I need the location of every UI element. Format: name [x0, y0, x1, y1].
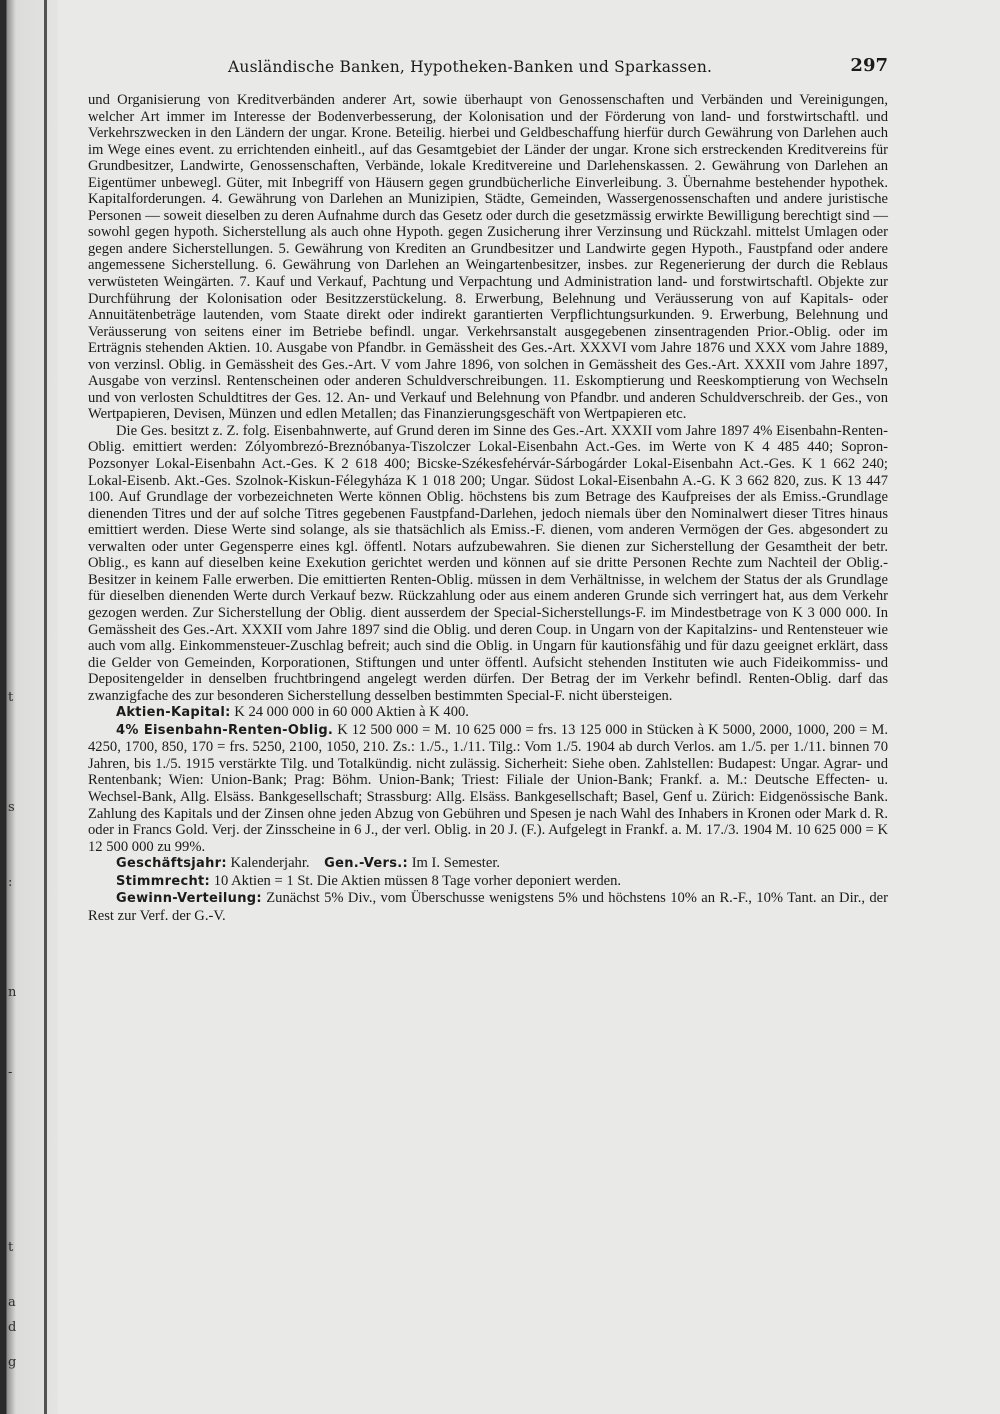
- field-text: Im I. Semester.: [411, 855, 501, 872]
- gutter-fragment: :: [8, 875, 13, 890]
- gutter-fragment: t: [8, 1240, 14, 1255]
- running-head: Ausländische Banken, Hypotheken-Banken und Sparkassen.: [228, 58, 713, 76]
- field-text: Zunächst 5% Div., vom Überschusse wenigstens 5% und höchstens 10% an R.-F., 10% Tant. an Dir., der Rest zur Verf. der G.-V.: [88, 890, 888, 924]
- binding-edge: [44, 0, 47, 1414]
- page-gutter: [0, 0, 58, 1414]
- gutter-fragment: s: [8, 800, 15, 815]
- field-text: K 12 500 000 = M. 10 625 000 = frs. 13 125 000 in Stücken à K 5000, 2000, 1000, 200 = M. 4250, 1700, 850, 170 = frs. 5250, 2100, 1050, 210. Zs.: 1./5., 1./11. Tilg.: Vom 1./5. 1904 ab durch Verlos. am 1./5. per 1./11. binnen 70 Jahren, bis 1./5. 1915 verstärkte Tilg. und Totalkündig. nicht zulässig. Sicherheit: Siehe oben. Zahlstellen: Budapest: Ungar. Agrar- und Rentenbank; Wien: Union-Bank; Prag: Böhm. Union-Bank; Triest: Filiale der Union-Bank; Frankf. a. M.: Deutsche Effecten- u. Wechsel-Bank, Allg. Elsäss. Bankgesellschaft; Strassburg: Allg. Elsäss. Bankgesellschaft; Basel, Genf u. Zürich: Eidgenössische Bank. Zahlung des Kapitals und der Zinsen ohne jeden Abzug von Gebühren und Spesen je nach Wahl des Inhabers in Kronen oder Mark d. R. oder in Francs Gold. Verj. der Zinsscheine in 6 J., der verl. Oblig. in 20 J. (F.). Aufgelegt in Frankf. a. M. 17./3. 1904 M. 10 625 000 = K 12 500 000 zu 99%.: [88, 721, 888, 855]
- field-label: Gen.-Vers.:: [324, 856, 409, 872]
- field-label: 4% Eisenbahn-Renten-Oblig.: [116, 722, 334, 738]
- field-geschaeftsjahr: [88, 855, 888, 873]
- gutter-fragment: a: [8, 1295, 16, 1310]
- body-paragraph: und Organisierung von Kreditverbänden anderer Art, sowie überhaupt von Genossenschaften und Verbänden und Vereinigungen, welcher Art immer im Interesse der Bodenverbesserung, der Kolonisation und der Förderung von land- und forstwirtschaftl. und Verkehrszwecken in den Ländern der ungar. Krone. Beteilig. hierbei und Geldbeschaffung hierfür durch Gewährung von Darlehen auch im Wege eines event. zu errichtenden einheitl., auf das Gesamtgebiet der Länder der ungar. Krone sich erstreckenden Kreditvereins für Grundbesitzer, Landwirte, Genossenschaften, Verbände, lokale Kreditvereine und Darlehenskassen. 2. Gewährung von Darlehen an Eigentümer unbewegl. Güter, mit Inbegriff von Häusern gegen grundbücherliche Einverleibung. 3. Übernahme bestehender hypothek. Kapitalforderungen. 4. Gewährung von Darlehen an Munizipien, Städte, Gemeinden, Wassergenossenschaften und andere juristische Personen — soweit dieselben zu deren Aufnahme durch das Gesetz oder durch die gesetzmässig erwirkte Bewilligung berechtigt sind — sowohl gegen hypoth. Sicherstellung als auch ohne Hypoth. gegen Zusicherung ihrer Verzinsung und Rückzahl. mittelst Umlagen oder gegen andere Sicherstellungen. 5. Gewährung von Krediten an Grundbesitzer und Landwirte gegen Hypoth., Faustpfand oder andere angemessene Sicherstellung. 6. Gewährung von Darlehen an Weingartenbesitzer, insbes. zur Regenerierung der durch die Reblaus verwüsteten Weingärten. 7. Kauf und Verkauf, Pachtung und Verpachtung und Administration land- und forstwirtschaftl. Objekte zur Durchführung der Kolonisation oder Besitzzerstückelung. 8. Erwerbung, Belehnung und Veräusserung von auf Kapitals- oder Annuitätenbeträge lautenden, vom Staate direkt oder indirekt garantierten Verpflichtungsurkunden. 9. Erwerbung, Belehnung und Veräusserung von seitens einer im Betriebe befindl. ungar. Verkehrsanstalt ausgegebenen zinsentragenden Prior.-Oblig. oder im Erträgnis stehenden Aktien. 10. Ausgabe von Pfandbr. in Gemässheit des Ges.-Art. XXXVI vom Jahre 1876 und XXX vom Jahre 1889, von verzinsl. Oblig. in Gemässheit des Ges.-Art. V vom Jahre 1896, von solchen in Gemässheit des Ges.-Art. XXXII vom Jahre 1897, Ausgabe von verzinsl. Rentenscheinen oder anderen Schuldverschreibungen. 11. Eskomptierung und Reeskomptierung von Wechseln und von verlosten Schuldtitres der Ges. 12. An- und Verkauf und Belehnung von Pfandbr. und anderen Schuldverschreib. der Ges., von Wertpapieren, Devisen, Münzen und edlen Metallen; das Finanzierungsgeschäft von Wertpapieren etc.: [88, 92, 888, 423]
- field-aktien-kapital: [88, 704, 888, 722]
- gutter-fragment: d: [8, 1320, 17, 1335]
- field-label: Geschäftsjahr:: [116, 856, 227, 872]
- gutter-fragment: -: [8, 1065, 13, 1080]
- gutter-fragment: g: [8, 1355, 17, 1370]
- field-text: 10 Aktien = 1 St. Die Aktien müssen 8 Tage vorher deponiert werden.: [213, 872, 622, 889]
- field-renten-oblig: [88, 722, 888, 855]
- page-header: [88, 52, 888, 82]
- field-label: Aktien-Kapital:: [116, 705, 231, 721]
- page-number: 297: [850, 55, 888, 76]
- body-paragraph: Die Ges. besitzt z. Z. folg. Eisenbahnwerte, auf Grund deren im Sinne des Ges.-Art. XXXII vom Jahre 1897 4% Eisenbahn-Renten-Oblig. emittiert werden: Zólyombrezó-Breznóbanya-Tiszolczer Lokal-Eisenbahn Act.-Ges. im Werte von K 4 485 440; Sopron-Pozsonyer Lokal-Eisenbahn Act.-Ges. K 2 618 400; Bicske-Székesfehérvár-Sárbogárder Lokal-Eisenbahn Act.-Ges. K 1 662 240; Lokal-Eisenb. Akt.-Ges. Szolnok-Kiskun-Félegyháza K 1 018 200; Ungar. Südost Lokal-Eisenbahn A.-G. K 3 662 820, zus. K 13 447 100. Auf Grundlage der vorbezeichneten Werte können Oblig. höchstens bis zum Betrage des Kaufpreises der als Emiss.-Grundlage dienenden Titres und der auf solche Titres gegebenen Faustpfand-Darlehen, jedoch niemals über den Nominalwert dieser Titres hinaus emittiert werden. Diese Werte sind solange, als sie thatsächlich als Emiss.-F. dienen, vom anderen Vermögen der Ges. abgesondert zu verwalten oder unter Gegensperre eines kgl. öffentl. Notars aufzubewahren. Sie dienen zur Sicherstellung der Gesamtheit der betr. Oblig., es kann auf dieselben keine Exekution gerichtet werden und können auf sie dritte Personen Rechte zum Nachteil der Oblig.-Besitzer in keinem Falle erwerben. Die emittierten Renten-Oblig. müssen in dem Verhältnisse, in welchem der Status der als Grundlage für dieselben dienenden Werte durch Verkauf bezw. Rückzahlung oder aus einem anderen Grunde sich verringert hat, aus dem Verkehr gezogen werden. Zur Sicherstellung der Oblig. dient ausserdem der Special-Sicherstellungs-F. im Mindestbetrage von K 3 000 000. In Gemässheit des Ges.-Art. XXXII vom Jahre 1897 sind die Oblig. und deren Coup. in Ungarn von der Kapitalzins- und Rentensteuer wie auch vom allg. Einkommensteuer-Zuschlag befreit; auch sind die Oblig. in Ungarn für kautionsfähig und für dazu geeignet erklärt, dass die Gelder von Gemeinden, Korporationen, Stiftungen und unter öffentl. Aufsicht stehenden Instituten wie auch Fideikommiss- und Depositengelder in denselben fruchtbringend angelegt werden dürfen. Der Betrag der im Verkehr befindl. Renten-Oblig. darf das zwanzigfache des zur besonderen Sicherstellung desselben bestimmten Special-F. nicht übersteigen.: [88, 422, 888, 704]
- document-page: [88, 52, 888, 924]
- gutter-fragment: n: [8, 985, 17, 1000]
- field-label: Gewinn-Verteilung:: [116, 891, 262, 907]
- field-text: Kalenderjahr.: [230, 855, 310, 872]
- field-text: K 24 000 000 in 60 000 Aktien à K 400.: [234, 704, 469, 721]
- field-label: Stimmrecht:: [116, 873, 211, 889]
- gutter-fragment: t: [8, 690, 14, 705]
- field-gewinn-verteilung: [88, 890, 888, 924]
- body-text: [88, 92, 888, 924]
- field-stimmrecht: [88, 873, 888, 891]
